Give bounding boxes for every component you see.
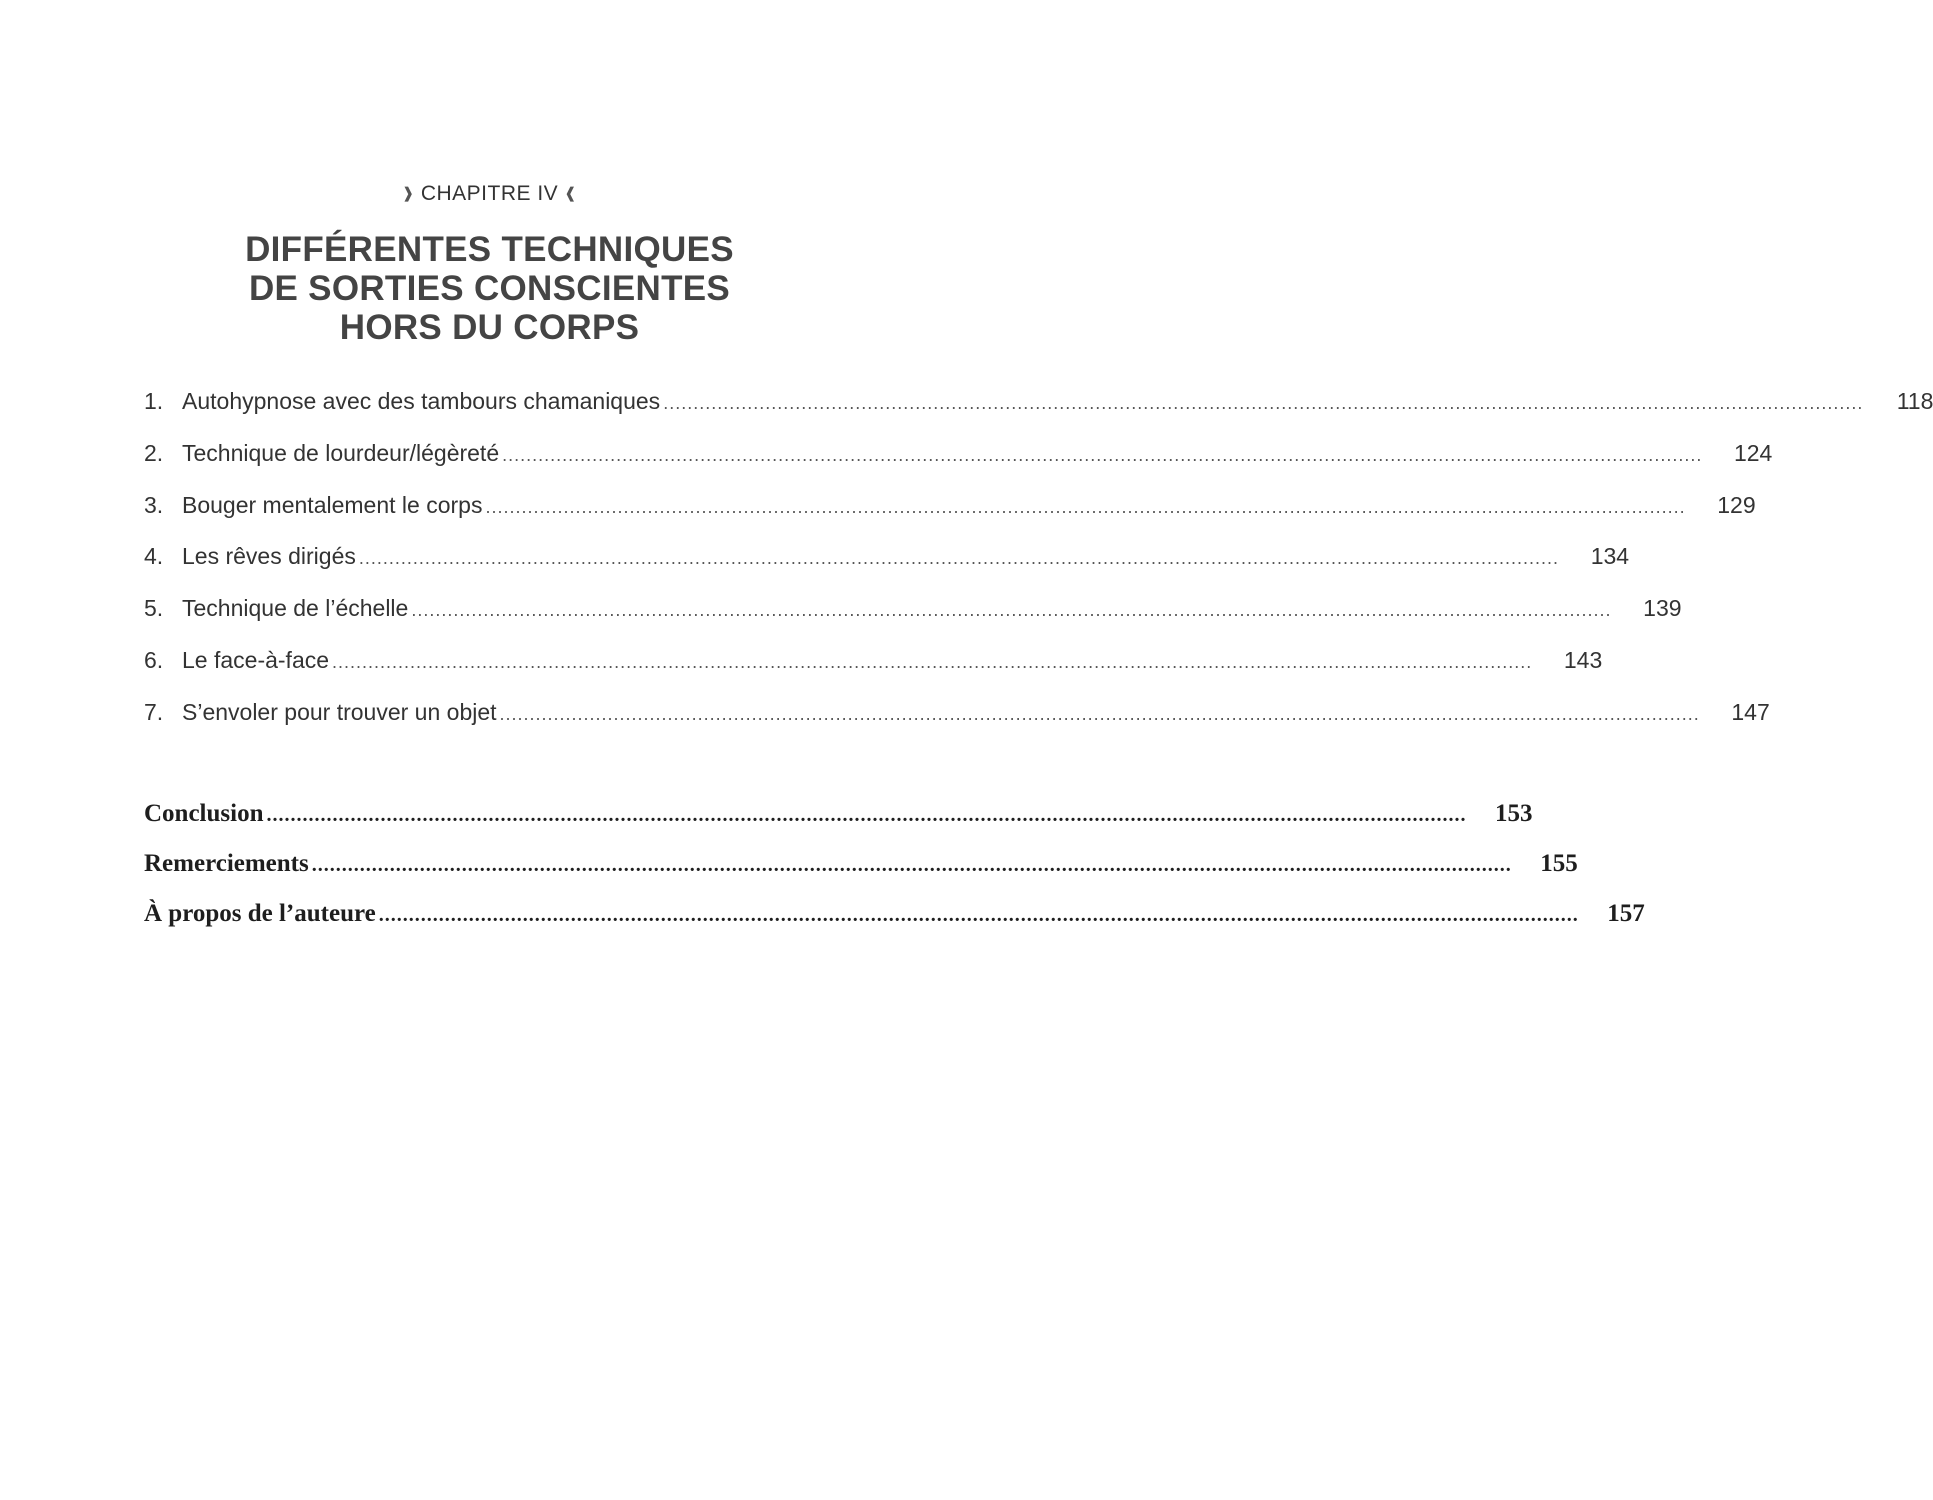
toc-entry-number: 3. [144, 491, 164, 518]
ornament-left-icon: ❱ [401, 185, 415, 202]
toc-entry-page: 143 [1563, 646, 1603, 673]
dot-leader: ........................................................................................................................................................................................................ [485, 496, 1686, 517]
toc-entry-title: Technique de l’échelle [182, 595, 409, 622]
chapter-title-line: DE SORTIES CONSCIENTES [248, 269, 731, 308]
end-matter-page: 157 [1607, 900, 1645, 927]
dot-leader: ........................................................................................................................................................................................................ [502, 444, 1703, 465]
dot-leader: ........................................................................................................................................................................................................ [311, 854, 1512, 876]
toc-entry-page: 129 [1717, 491, 1756, 518]
end-matter-entry[interactable] [144, 800, 1533, 850]
toc-entry-title: Autohypnose avec des tambours chamaniques [182, 388, 661, 414]
toc-entry[interactable] [144, 646, 1603, 699]
toc-entry[interactable] [144, 543, 1630, 595]
toc-entry-title: Bouger mentalement le corps [182, 491, 483, 518]
end-matter-title: À propos de l’auteure [144, 900, 376, 927]
dot-leader: ........................................................................................................................................................................................................ [358, 548, 1560, 569]
end-matter-title: Remerciements [144, 850, 309, 877]
toc-entry-title: Les rêves dirigés [182, 543, 356, 570]
end-matter-title: Conclusion [144, 800, 264, 827]
toc-entry[interactable] [144, 491, 1756, 544]
toc-entry-number: 7. [144, 698, 164, 725]
toc-entry[interactable] [144, 698, 1770, 751]
toc-entry-number: 6. [144, 646, 164, 673]
dot-leader: ........................................................................................................................................................................................................ [266, 804, 1467, 826]
end-matter-page: 153 [1494, 800, 1533, 827]
toc-entry-title: S’envoler pour trouver un objet [182, 698, 497, 725]
chapter-title [0, 230, 979, 347]
end-matter-entry[interactable] [144, 850, 1578, 900]
dot-leader: ........................................................................................................................................................................................................ [499, 703, 1700, 724]
end-matter-page: 155 [1540, 850, 1578, 877]
toc-entry-page: 147 [1731, 698, 1770, 725]
toc-entry-page: 134 [1590, 543, 1630, 570]
chapter-title-line: DIFFÉRENTES TECHNIQUES [245, 230, 734, 269]
toc-entry-page: 118 [1896, 388, 1933, 414]
ornament-right-icon: ❰ [564, 185, 578, 202]
toc-entry-number: 5. [144, 595, 164, 622]
dot-leader: ........................................................................................................................................................................................................ [332, 651, 1533, 672]
toc-entry-page: 139 [1643, 595, 1682, 622]
toc-entry-number: 4. [144, 543, 164, 570]
chapter-number: CHAPITRE IV [420, 182, 559, 205]
toc-entry[interactable] [144, 595, 1682, 647]
toc-end-matter-list [144, 800, 1645, 950]
toc-entry[interactable] [144, 388, 1933, 440]
dot-leader: ........................................................................................................................................................................................................ [378, 904, 1579, 926]
dot-leader: ........................................................................................................................................................................................................ [663, 393, 1864, 413]
chapter-label [0, 182, 979, 206]
toc-entry-number: 1. [144, 388, 164, 414]
chapter-title-line: HORS DU CORPS [339, 308, 640, 347]
toc-entry-title: Technique de lourdeur/légèreté [182, 439, 500, 466]
toc-section-list [144, 388, 1933, 751]
toc-entry-number: 2. [144, 439, 164, 466]
toc-entry-title: Le face-à-face [182, 646, 330, 673]
dot-leader: ........................................................................................................................................................................................................ [411, 600, 1612, 621]
toc-entry[interactable] [144, 439, 1773, 492]
toc-entry-page: 124 [1733, 439, 1773, 466]
end-matter-entry[interactable] [144, 900, 1645, 950]
